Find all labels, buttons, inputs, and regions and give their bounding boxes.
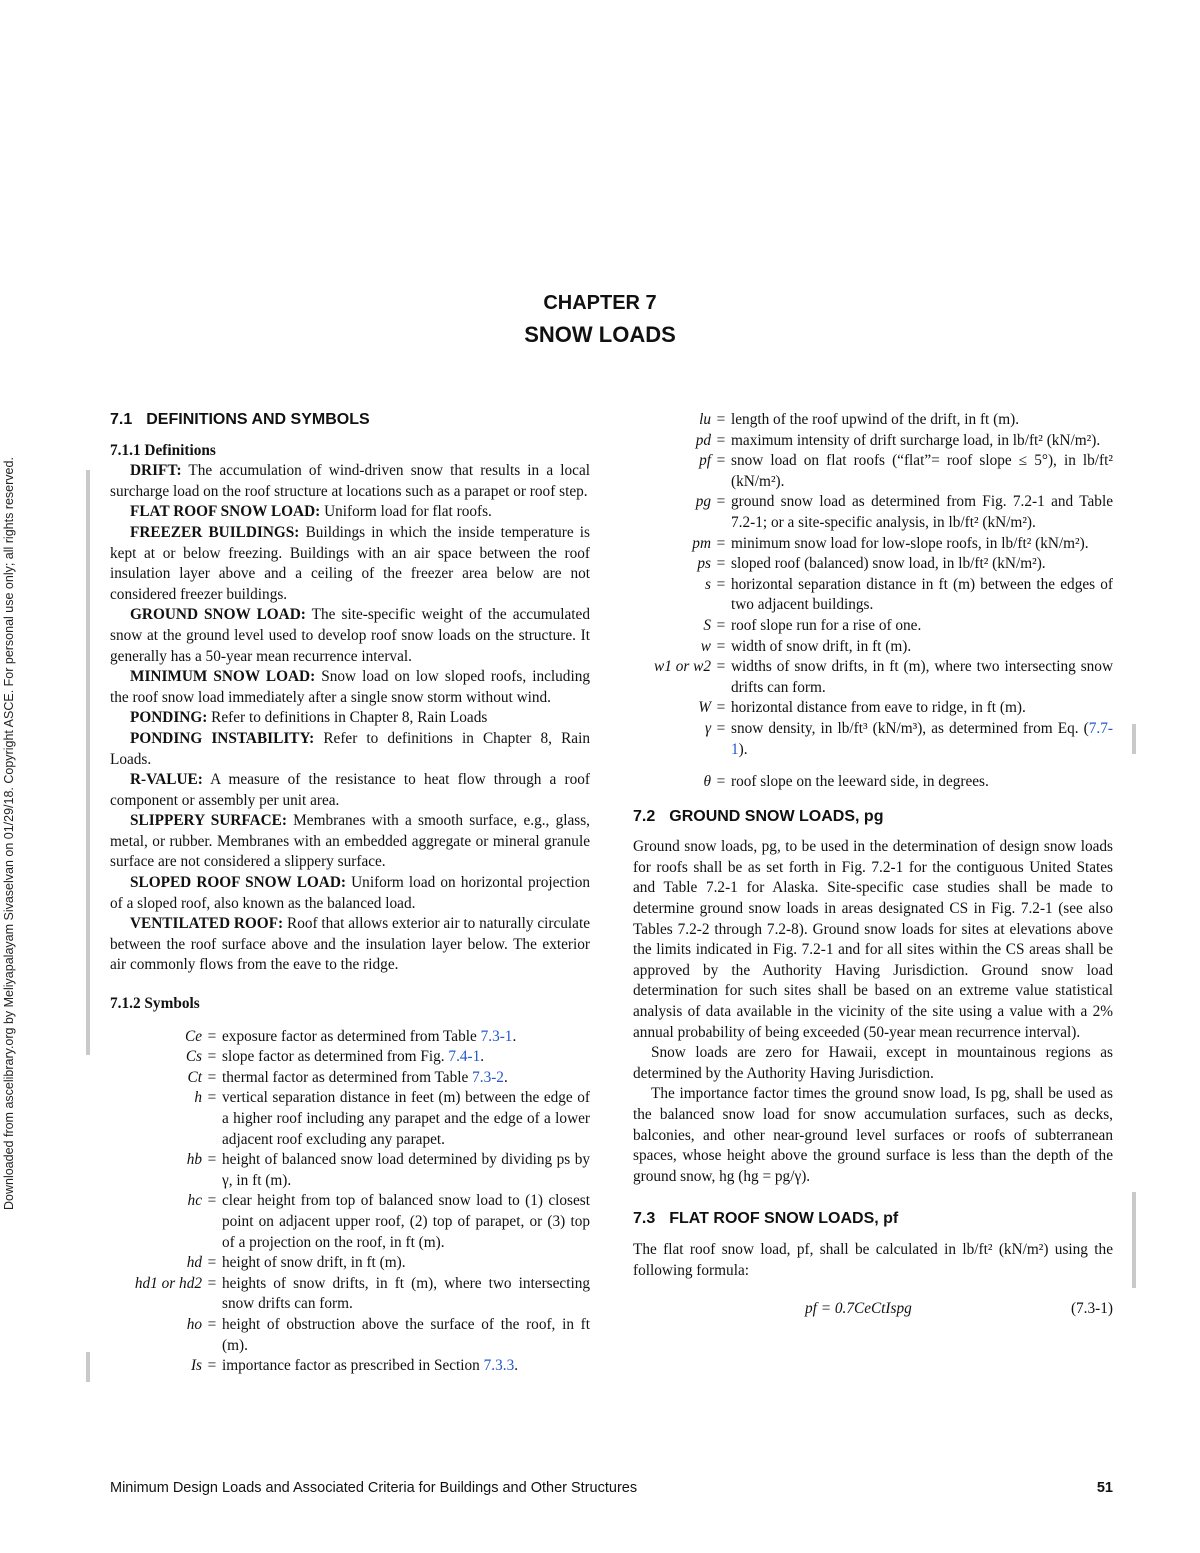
symbol-entry: pm = minimum snow load for low-slope roofs, in lb/ft² (kN/m²). [692,534,1089,552]
symbol-entry: w1 or w2 = widths of snow drifts, in ft (m), where two intersecting snow drifts can form. [654,658,1113,696]
equation-expression: pf = 0.7CeCtIspg [805,1300,912,1318]
definition: PONDING INSTABILITY: Refer to definitions in Chapter 8, Rain Loads. [110,729,590,768]
symbol-entry: W = horizontal distance from eave to ridge, in ft (m). [698,699,1026,717]
change-bar [1132,1192,1136,1288]
change-bar [86,470,90,1055]
definition: VENTILATED ROOF: Roof that allows exterior air to naturally circulate between the roof surface above and the insulation layer below. The exterior air commonly flows from the eave to the ridge. [110,915,590,974]
subsection-heading-definitions: 7.1.1 Definitions [110,441,216,459]
symbol-entry: hb = height of balanced snow load determined by dividing ps by γ, in ft (m). [186,1151,590,1189]
symbol-entry: pg = ground snow load as determined from Fig. 7.2-1 and Table 7.2-1; or a site-specific analysis, in lb/ft² (kN/m²). [695,493,1113,531]
symbol-entry: ps = sloped roof (balanced) snow load, in lb/ft² (kN/m²). [697,555,1046,573]
equation-7-3-1 [633,1299,1113,1320]
paragraph: The flat roof snow load, pf, shall be calculated in lb/ft² (kN/m²) using the following formula: [633,1240,1113,1279]
paragraph: The importance factor times the ground snow load, Is pg, shall be used as the balanced snow load for snow accumulation surfaces, such as decks, balconies, and other near-ground level surfaces or roofs of subterranean spaces, whose height above the ground surface is less than the depth of the ground snow, hg (hg = pg/γ). [633,1085,1113,1185]
symbol-entry: Cs = slope factor as determined from Fig. 7.4-1. [185,1048,485,1066]
paragraph: Snow loads are zero for Hawaii, except in mountainous regions as determined by the Authority Having Jurisdiction. [633,1044,1113,1082]
symbols-list-left [110,1027,590,1377]
subsection-heading-symbols: 7.1.2 Symbols [110,995,200,1013]
definition: PONDING: Refer to definitions in Chapter 8, Rain Loads [130,709,488,727]
definition: DRIFT: The accumulation of wind-driven snow that results in a local surcharge load on the roof structure at locations such as a parapet or roof step. [110,462,590,500]
definition: FLAT ROOF SNOW LOAD: Uniform load for flat roofs. [130,503,492,521]
definition: SLIPPERY SURFACE: Membranes with a smooth surface, e.g., glass, metal, or rubber. Membranes with an embedded aggregate or mineral granule surface are not considered a slippery surface. [110,812,590,871]
table-link[interactable]: 7.3-1 [480,1027,513,1045]
definition: GROUND SNOW LOAD: The site-specific weight of the accumulated snow at the ground level used to develop roof snow loads on the structure. It generally has a 50-year mean recurrence interval. [110,606,590,665]
definitions-list [110,461,590,976]
symbol-entry: Is = importance factor as prescribed in Section 7.3.3. [190,1357,519,1375]
symbol-entry: ho = height of obstruction above the surface of the roof, in ft (m). [186,1315,590,1354]
page-footer [110,1480,1113,1496]
symbol-entry: pf = snow load on flat roofs (“flat”= roof slope ≤ 5°), in lb/ft² (kN/m²). [699,452,1113,490]
symbol-entry: hd = height of snow drift, in ft (m). [186,1254,406,1272]
definition: FREEZER BUILDINGS: Buildings in which the inside temperature is kept at or below freezing. Buildings with an air space between the roof insulation layer above and a ceiling of the freezer area below are not considered freezer buildings. [110,523,590,603]
figure-link[interactable]: 7.4-1 [448,1048,481,1066]
symbol-entry: s = horizontal separation distance in ft (m) between the edges of two adjacent buildings. [705,575,1113,614]
definition: R-VALUE: A measure of the resistance to heat flow through a roof component or assembly per unit area. [110,771,590,809]
symbol-entry: θ = roof slope on the leeward side, in degrees. [703,773,989,791]
section-heading-7-2: 7.2 GROUND SNOW LOADS, pg [633,807,884,825]
symbol-entry: h = vertical separation distance in feet (m) between the edge of a higher roof including any parapet and the edge of a lower adjacent roof excluding any parapet. [194,1089,590,1148]
chapter-number: CHAPTER 7 [543,292,657,314]
symbol-entry: w = width of snow drift, in ft (m). [700,637,912,655]
symbol-entry: Ct = thermal factor as determined from Table 7.3-2. [187,1068,508,1086]
symbol-entry: pd = maximum intensity of drift surcharge load, in lb/ft² (kN/m²). [695,431,1101,449]
right-column [633,410,1113,1320]
definition: SLOPED ROOF SNOW LOAD: Uniform load on horizontal projection of a sloped roof, also known as the balanced load. [110,874,590,912]
equation-link[interactable]: 7.7-1 [731,719,1113,758]
left-column [110,410,590,1377]
download-notice: Downloaded from ascelibrary.org by Meliyapalayam Sivaselvan on 01/29/18. Copyright ASCE. For personal use only; all rights reserved. [2,457,16,1210]
section-link[interactable]: 7.3.3 [483,1357,515,1375]
symbols-list-right [633,410,1113,793]
section-heading-7-3: 7.3 FLAT ROOF SNOW LOADS, pf [633,1210,899,1228]
change-bar [1132,724,1136,754]
symbol-entry: γ = snow density, in lb/ft³ (kN/m³), as determined from Eq. (7.7-1). [704,719,1113,758]
definition: MINIMUM SNOW LOAD: Snow load on low sloped roofs, including the roof snow load immediately after a single snow storm without wind. [110,668,590,706]
symbol-entry: hc = clear height from top of balanced snow load to (1) closest point on adjacent upper roof, (2) top of parapet, or (3) top of a projection on the roof, in ft (m). [187,1192,590,1251]
section-heading-7-1: 7.1 DEFINITIONS AND SYMBOLS [110,411,370,428]
symbol-entry: Ce = exposure factor as determined from Table 7.3-1. [185,1027,517,1045]
symbol-entry: lu = length of the roof upwind of the drift, in ft (m). [699,411,1020,428]
symbol-entry: hd1 or hd2 = heights of snow drifts, in ft (m), where two intersecting snow drifts can form. [134,1274,590,1313]
change-bar [86,1352,90,1382]
page-number: 51 [1096,1480,1113,1496]
table-link[interactable]: 7.3-2 [472,1068,504,1086]
equation-number: (7.3-1) [1070,1300,1113,1318]
footer-title: Minimum Design Loads and Associated Criteria for Buildings and Other Structures [110,1480,638,1496]
symbol-entry: S = roof slope run for a rise of one. [703,616,922,634]
paragraph: Ground snow loads, pg, to be used in the determination of design snow loads for roofs shall be as set forth in Fig. 7.2-1 for the contiguous United States and Table 7.2-1 for Alaska. Site-specific case studies shall be made to determine ground snow loads in areas designated CS in Fig. 7.2-1 (see also Tables 7.2-2 through 7.2-8). Ground snow loads for sites at elevations above the limits indicated in Fig. 7.2-1 and for all sites within the CS areas shall be approved by the Authority Having Jurisdiction. Ground snow load determination for such sites shall be based on an extreme value statistical analysis of data available in the vicinity of the site using a value with a 2% annual probability of being exceeded (50-year mean recurrence interval). [633,838,1113,1041]
chapter-title: SNOW LOADS [524,322,676,347]
